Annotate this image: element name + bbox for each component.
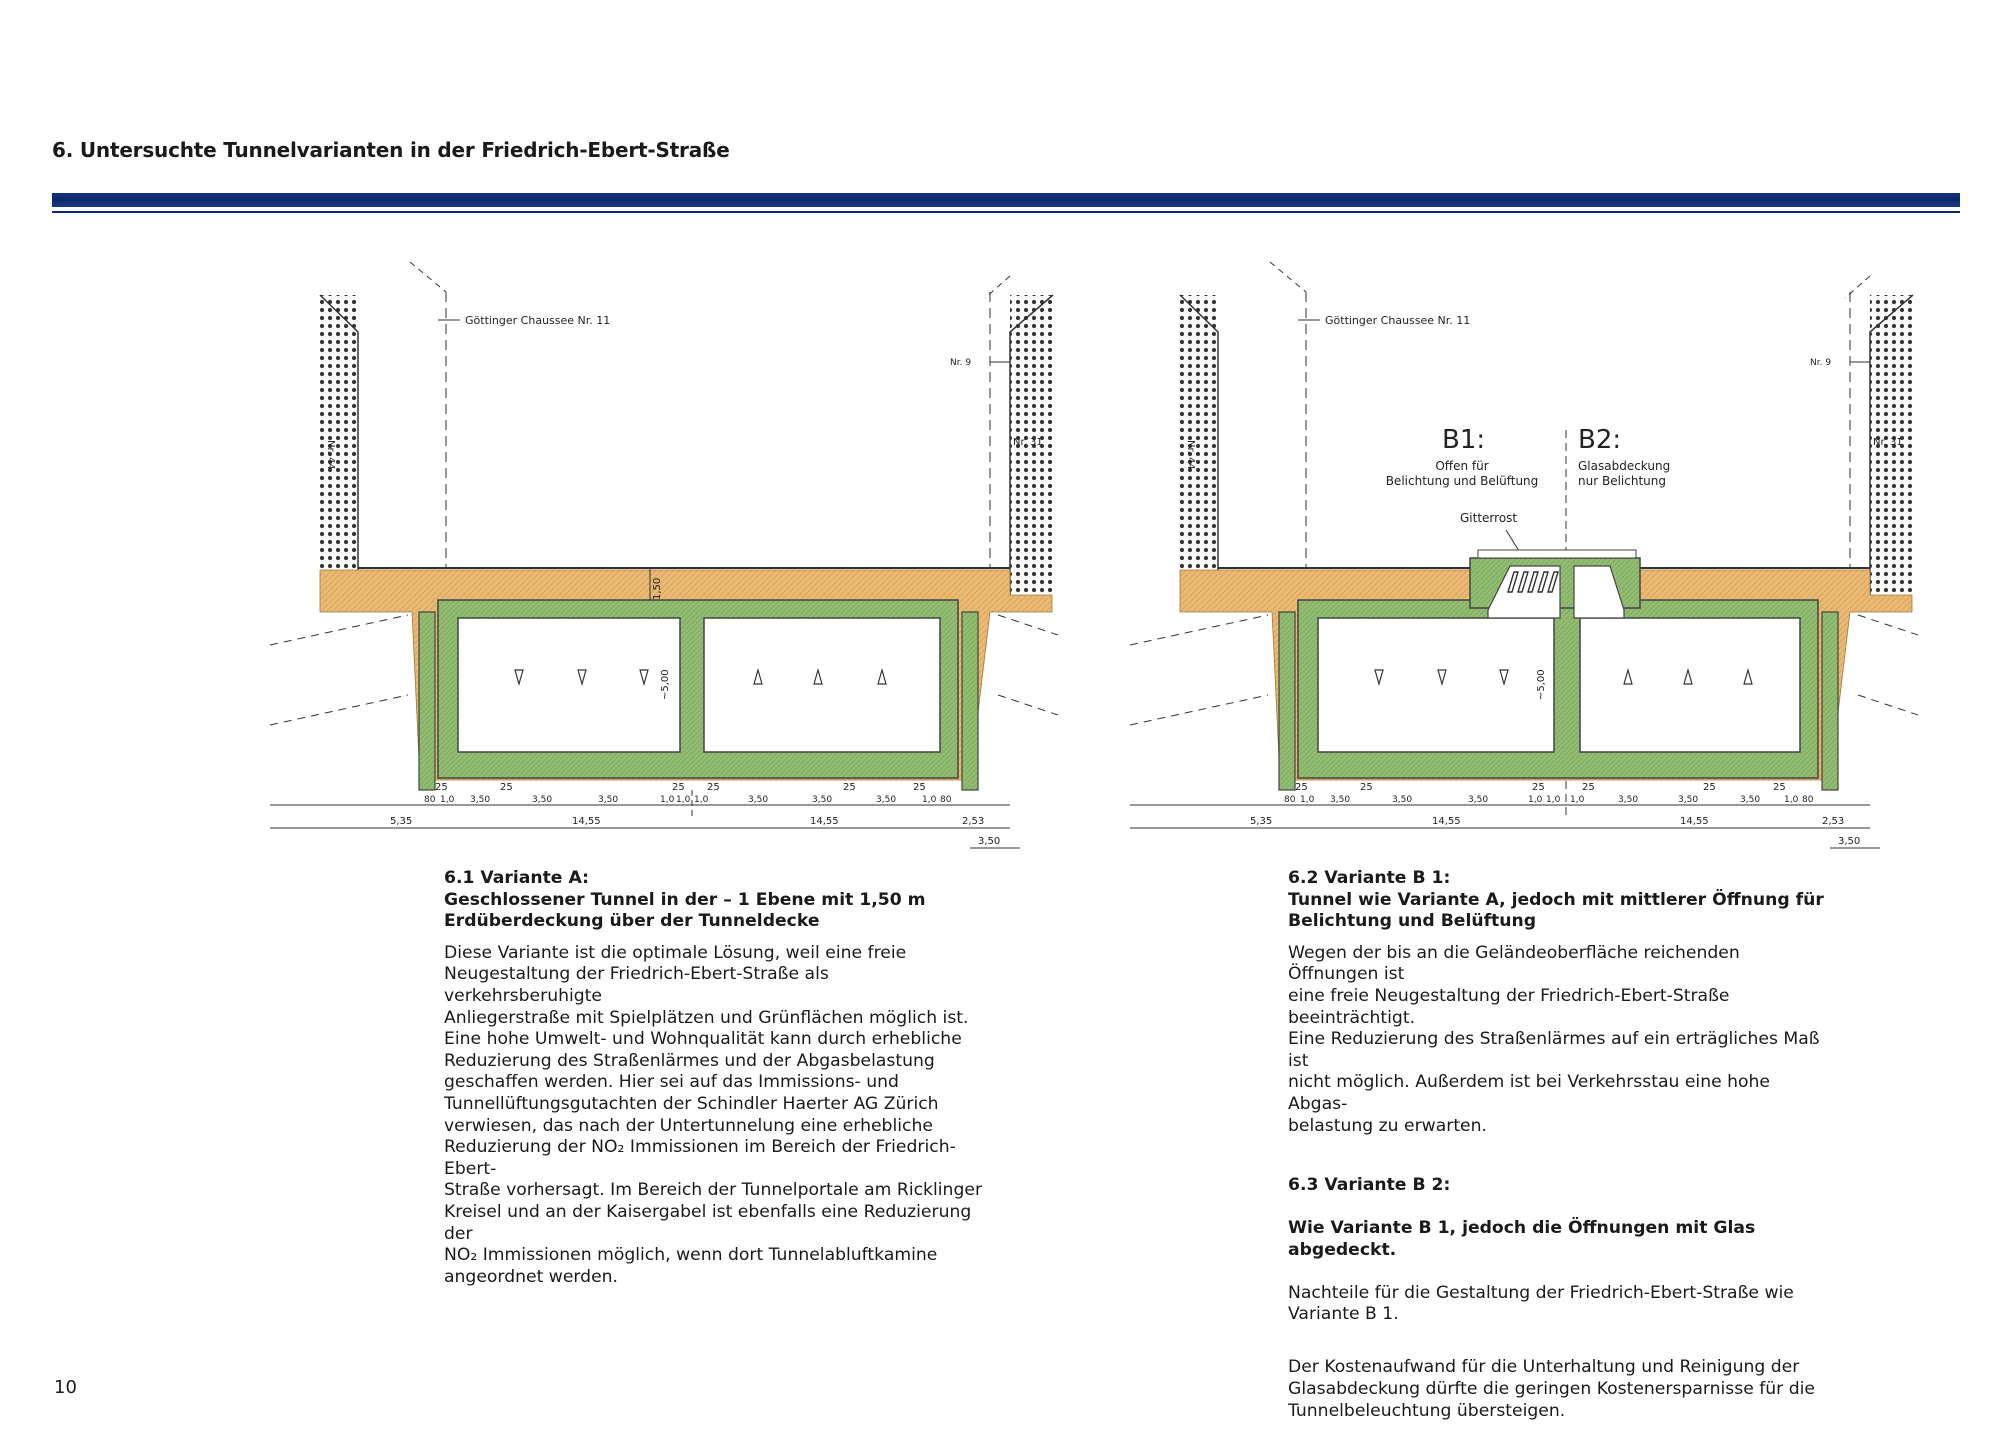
dim-r6: 25 xyxy=(1773,782,1786,793)
dim-l5: 3,50 xyxy=(1468,795,1489,805)
section-a-title: 6.1 Variante A: xyxy=(444,868,589,888)
section-a-body: Diese Variante ist die optimale Lösung, weil eine freie Neugestaltung der Friedrich-Ebert-Straße als verkehrsberuhigte Anliegerstraße mit Spielplätzen und Grünflächen möglich ist. Eine hohe Umwelt- und Wohnqualität kann durch erhebliche Reduzierung des Straßenlärmes und der Abgasbelastung geschaffen werden. Hier sei auf das Immissions- und Tunnellüftungsgutachten der Schindler Haerter AG Zürich verwiesen, das nach der Untertunnelung eine erhebliche Reduzierung der NO₂ Immissionen im Bereich der Friedrich-Ebert- Straße vorhersagt. Im Bereich der Tunnelportale am Ricklinger Kreisel und an der Kaisergabel ist ebenfalls eine Reduzierung der NO₂ Immissionen möglich, wenn dort Tunnelabluftkamine angeordnet werden. xyxy=(444,942,983,1287)
diagram-variant-a xyxy=(310,250,1043,850)
dim-l8: 1,0 xyxy=(694,795,709,805)
dim-mid2: 14,55 xyxy=(810,816,839,827)
dim-r5: 25 xyxy=(1703,782,1716,793)
dim-r1: 25 xyxy=(1295,782,1308,793)
section-variant-a xyxy=(444,868,984,1298)
dim-right2: 3,50 xyxy=(978,836,1001,847)
dim-left: 5,35 xyxy=(390,816,413,827)
dim-r4: 25 xyxy=(707,782,720,793)
dim-l10: 3,50 xyxy=(1678,795,1699,805)
dim-l12: 1,0 xyxy=(1784,795,1799,805)
dim-l1: 80 xyxy=(424,795,436,805)
b2-title: B2: xyxy=(1578,425,1622,455)
dim-l6: 1,0 xyxy=(1528,795,1543,805)
house-right-label: Nr. 31 xyxy=(1013,437,1043,448)
section-b2-body2: Der Kostenaufwand für die Unterhaltung und Reinigung der Glasabdeckung dürfte die geringen Kostenersparnisse für die Tunnelbeleuchtung übersteigen. xyxy=(1288,1357,1815,1421)
dim-r4: 25 xyxy=(1582,782,1595,793)
dim-l8: 1,0 xyxy=(1570,795,1585,805)
dim-l2: 1,0 xyxy=(440,795,455,805)
dim-l3: 3,50 xyxy=(1330,795,1351,805)
section-b-body: Wegen der bis an die Geländeoberfläche reichenden Öffnungen ist eine freie Neugestaltung der Friedrich-Ebert-Straße beeinträchtigt. Eine Reduzierung des Straßenlärmes auf ein erträgliches Maß ist nicht möglich. Außerdem ist bei Verkehrsstau eine hohe Abgas- belastung zu erwarten. xyxy=(1288,942,1820,1136)
tunnel-structure xyxy=(419,600,978,790)
section-b-subtitle2: Belichtung und Belüftung xyxy=(1288,911,1537,932)
page-heading: 6. Untersuchte Tunnelvarianten in der Friedrich-Ebert-Straße xyxy=(52,138,730,162)
dim-height: ~5,00 xyxy=(1536,669,1547,700)
dim-mid1: 14,55 xyxy=(572,816,601,827)
house-right-top-label: Nr. 9 xyxy=(1810,358,1832,368)
dim-l9: 3,50 xyxy=(1618,795,1639,805)
dim-l7: 1,0 xyxy=(1546,795,1561,805)
section-b2-subtitle: Wie Variante B 1, jedoch die Öffnungen mit Glas abgedeckt. xyxy=(1288,1217,1756,1260)
house-right-top-label: Nr. 9 xyxy=(950,358,972,368)
page-number: 10 xyxy=(54,1377,77,1398)
house-left-label: Nr. 44 xyxy=(325,440,336,470)
dim-l9: 3,50 xyxy=(748,795,769,805)
dim-l6: 1,0 xyxy=(660,795,675,805)
dim-l13: 80 xyxy=(940,795,952,805)
dim-height: ~5,00 xyxy=(660,669,671,700)
header-rule xyxy=(52,211,1960,213)
section-variant-b xyxy=(1288,868,1828,1432)
dim-l5: 3,50 xyxy=(598,795,619,805)
section-b2-body: Nachteile für die Gestaltung der Friedrich-Ebert-Straße wie Variante B 1. xyxy=(1288,1282,1794,1325)
dim-mid2: 14,55 xyxy=(1680,816,1709,827)
dim-l13: 80 xyxy=(1802,795,1814,805)
dim-right2: 3,50 xyxy=(1838,836,1861,847)
dim-l2: 1,0 xyxy=(1300,795,1315,805)
section-b-title: 6.2 Variante B 1: xyxy=(1288,868,1451,888)
dim-r1: 25 xyxy=(435,782,448,793)
dim-left: 5,35 xyxy=(1250,816,1273,827)
b1-line1: Offen für xyxy=(1435,459,1489,473)
b2-line2: nur Belichtung xyxy=(1578,474,1666,488)
section-b-subtitle1: Tunnel wie Variante A, jedoch mit mittlerer Öffnung für xyxy=(1288,889,1824,910)
house-right-label: Nr. 31 xyxy=(1873,437,1903,448)
dim-cover: 1,50 xyxy=(652,577,663,600)
dim-r6: 25 xyxy=(913,782,926,793)
dim-mid1: 14,55 xyxy=(1432,816,1461,827)
dim-l11: 3,50 xyxy=(876,795,897,805)
dim-r3: 25 xyxy=(1532,782,1545,793)
grate-label: Gitterrost xyxy=(1460,511,1518,525)
dim-l7: 1,0 xyxy=(676,795,691,805)
b1-title: B1: xyxy=(1442,425,1486,455)
dim-l10: 3,50 xyxy=(812,795,833,805)
section-b2-title: 6.3 Variante B 2: xyxy=(1288,1174,1451,1195)
dim-r3: 25 xyxy=(672,782,685,793)
street-label: Göttinger Chaussee Nr. 11 xyxy=(465,314,611,327)
dim-l11: 3,50 xyxy=(1740,795,1761,805)
section-b-heading xyxy=(1288,868,1828,933)
section-a-subtitle2: Erdüberdeckung über der Tunneldecke xyxy=(444,911,820,932)
dim-right: 2,53 xyxy=(962,816,985,827)
dim-r5: 25 xyxy=(843,782,856,793)
dim-l1: 80 xyxy=(1284,795,1296,805)
dim-right: 2,53 xyxy=(1822,816,1845,827)
dim-r2: 25 xyxy=(1360,782,1373,793)
section-a-subtitle1: Geschlossener Tunnel in der – 1 Ebene mit 1,50 m xyxy=(444,889,926,910)
b1-line2: Belichtung und Belüftung xyxy=(1385,474,1539,488)
dim-r2: 25 xyxy=(500,782,513,793)
section-a-heading xyxy=(444,868,984,933)
house-left-label: Nr. 44 xyxy=(1185,440,1196,470)
header-bar xyxy=(52,193,1960,207)
dim-l4: 3,50 xyxy=(1392,795,1413,805)
b2-line1: Glasabdeckung xyxy=(1578,459,1671,473)
dim-l4: 3,50 xyxy=(532,795,553,805)
diagram-variant-b xyxy=(1170,250,1903,850)
street-label: Göttinger Chaussee Nr. 11 xyxy=(1325,314,1471,327)
dim-l12: 1,0 xyxy=(922,795,937,805)
dim-l3: 3,50 xyxy=(470,795,491,805)
